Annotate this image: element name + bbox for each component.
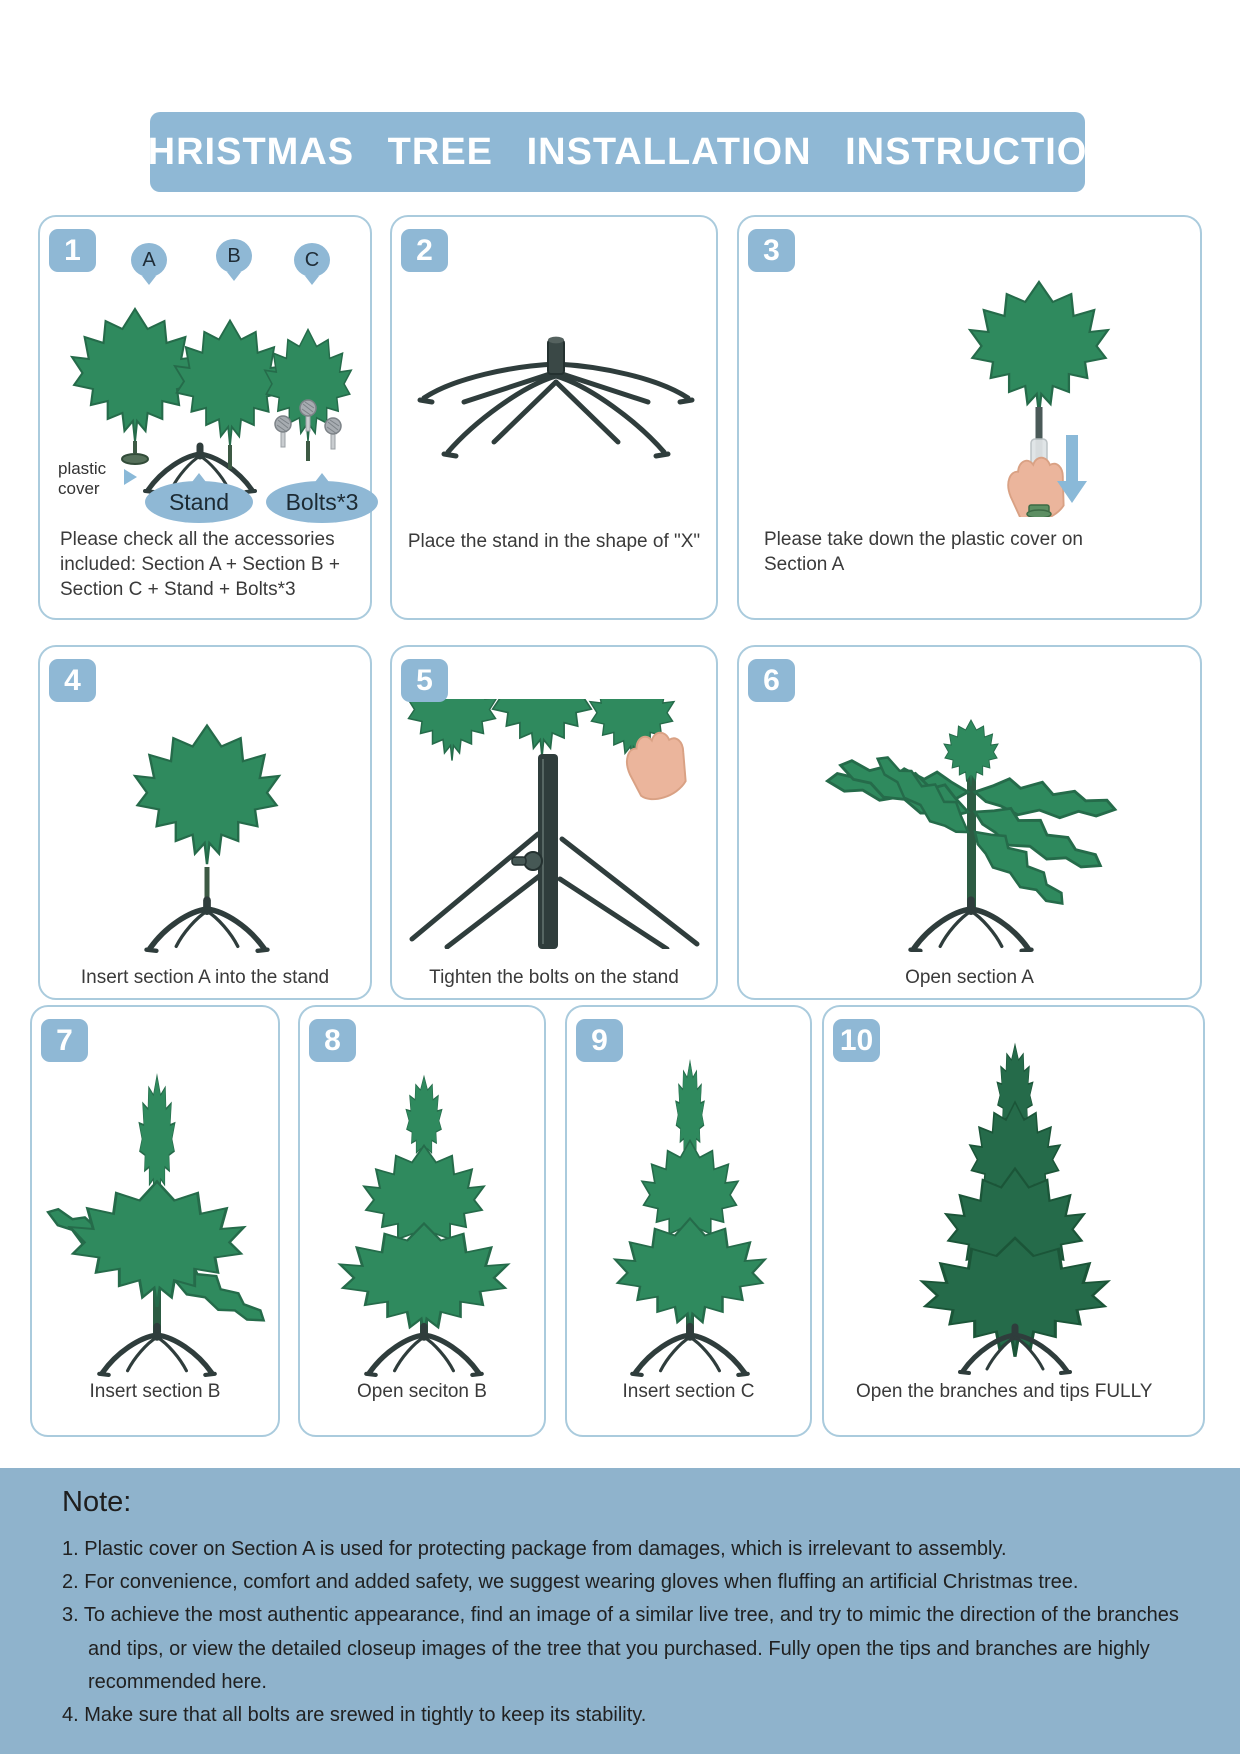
step-caption: Insert section B [89,1381,221,1402]
step-caption: Insert section A into the stand [80,967,330,988]
insert-section-b-illustration [32,1035,282,1380]
label-bolts: Bolts*3 [266,481,378,523]
label-stand: Stand [145,481,253,523]
step-number-badge: 4 [49,659,96,702]
step-number-badge: 5 [401,659,448,702]
open-section-b-illustration [300,1035,548,1380]
step-number-badge: 6 [748,659,795,702]
tighten-bolts-illustration [392,699,720,949]
step-caption: Please take down the plastic cover on Section A [764,529,1083,576]
remove-plastic-cover-illustration [739,267,1204,517]
step-caption: Open seciton B [357,1381,487,1402]
page-title: CHRISTMAS TREE INSTALLATION INSTRUCTION [119,130,1116,173]
step-card-9 [565,1005,812,1437]
note-item-4: 4. Make sure that all bolts are srewed in tightly to keep its stability. [62,1703,647,1726]
step-card-3 [737,215,1202,620]
step-card-7 [30,1005,280,1437]
step-number-badge: 1 [49,229,96,272]
open-section-a-illustration [739,697,1204,952]
note-section [0,1468,1240,1754]
step-number-badge: 10 [833,1019,880,1062]
step-caption: Insert section C [622,1381,755,1402]
label-section-c: C [294,243,330,277]
step-card-5 [390,645,718,1000]
note-item-1: 1. Plastic cover on Section A is used for protecting package from damages, which is irrelevant to assembly. [62,1538,1007,1560]
insert-section-c-illustration [567,1035,814,1380]
step-number-badge: 9 [576,1019,623,1062]
title-banner [119,112,1116,192]
note-item-2: 2. For convenience, comfort and added safety, we suggest wearing gloves when fluffing an artificial Christmas tree. [62,1571,1079,1594]
section-a-in-stand-illustration [40,697,374,957]
label-section-b: B [216,239,252,273]
label-section-a: A [131,243,167,277]
step-card-2 [390,215,718,620]
step-card-1 [38,215,372,620]
step-number-badge: 7 [41,1019,88,1062]
note-heading: Note: [62,1486,132,1518]
step-caption: Tighten the bolts on the stand [429,967,679,988]
step-card-4 [38,645,372,1000]
step-card-10 [822,1005,1205,1437]
label-plastic-cover: plastic cover [58,459,107,499]
note-item-3: 3. To achieve the most authentic appearance, find an image of a similar live tree, and try to mimic the direction of the branches and tips, or view the detailed closeup images of the tree that you purchased. Fully open the tips and branches are highly recommended here. [62,1604,1179,1693]
step-caption: Place the stand in the shape of "X" [407,531,701,552]
fully-open-tree-illustration [824,1035,1207,1380]
step-caption: Please check all the accessories included: Section A + Section B + Section C + Stand + Bolts*3 [60,529,340,601]
step-number-badge: 2 [401,229,448,272]
step-number-badge: 8 [309,1019,356,1062]
step-card-8 [298,1005,546,1437]
plastic-cover-arrow-icon [124,469,137,485]
x-stand-illustration [402,302,710,522]
step-card-6 [737,645,1202,1000]
step-caption: Open section A [905,967,1034,988]
step-caption: Open the branches and tips FULLY [856,1381,1153,1402]
step-number-badge: 3 [748,229,795,272]
